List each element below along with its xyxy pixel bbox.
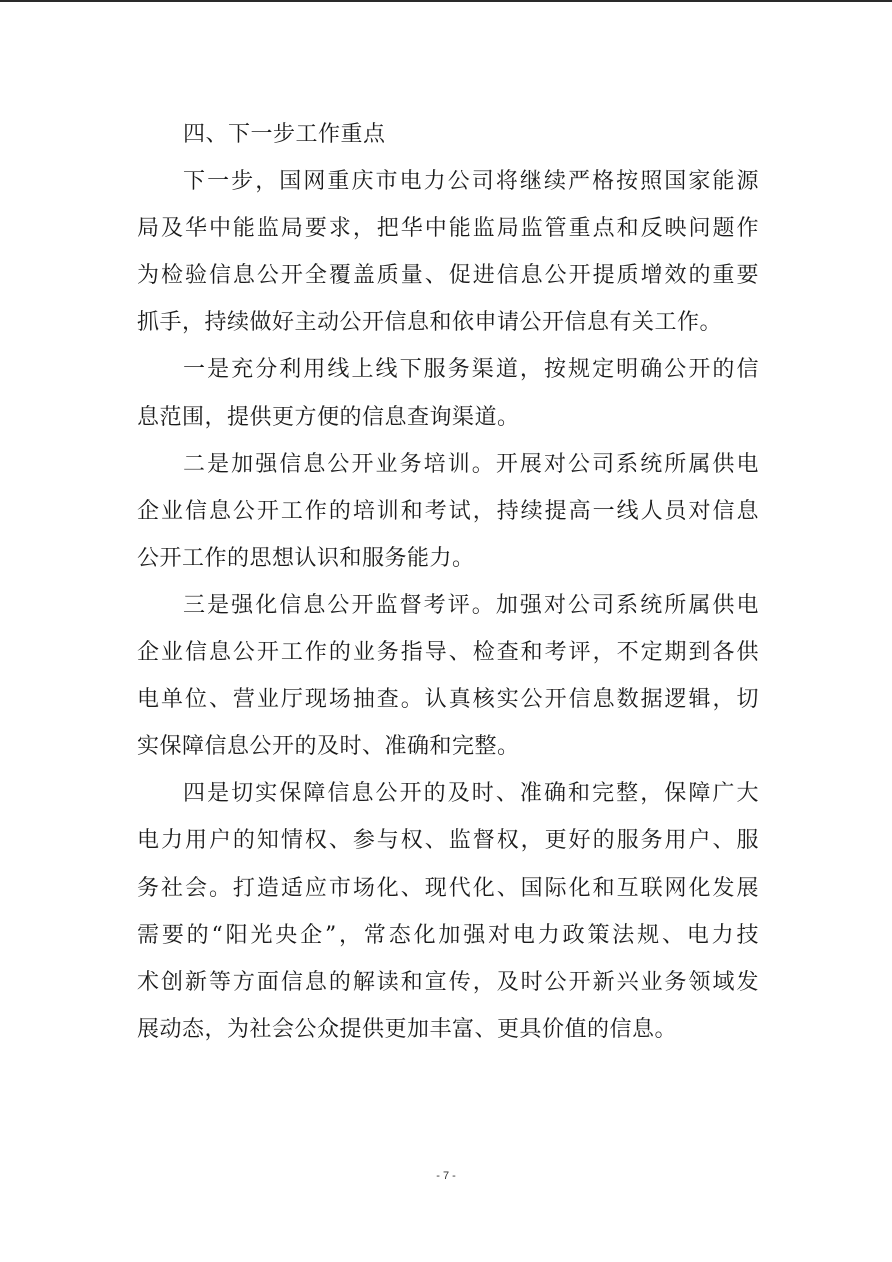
top-border-line — [0, 0, 892, 2]
text-line: 企业信息公开工作的业务指导、检查和考评，不定期到各供 — [137, 640, 759, 666]
section-heading: 四、下一步工作重点 — [183, 122, 386, 147]
text-line: 需要的“阳光央企”，常态化加强对电力政策法规、电力技 — [137, 922, 759, 948]
text-line: 一是充分利用线上线下服务渠道，按规定明确公开的信 — [183, 357, 759, 383]
page-number: - 7 - — [436, 1170, 456, 1182]
text-line: 局及华中能监局要求，把华中能监局监管重点和反映问题作 — [137, 216, 759, 242]
text-line: 下一步，国网重庆市电力公司将继续严格按照国家能源 — [183, 169, 759, 195]
text-line: 务社会。打造适应市场化、现代化、国际化和互联网化发展 — [137, 875, 759, 901]
text-line: 术创新等方面信息的解读和宣传，及时公开新兴业务领域发 — [137, 969, 759, 995]
text-line: 息范围，提供更方便的信息查询渠道。 — [137, 404, 520, 430]
text-line: 四是切实保障信息公开的及时、准确和完整，保障广大 — [183, 781, 759, 807]
text-line: 三是强化信息公开监督考评。加强对公司系统所属供电 — [183, 592, 759, 618]
text-line: 展动态，为社会公众提供更加丰富、更具价值的信息。 — [137, 1016, 678, 1042]
text-line: 电力用户的知情权、参与权、监督权，更好的服务用户、服 — [137, 828, 759, 854]
text-line: 公开工作的思想认识和服务能力。 — [137, 545, 475, 571]
text-line: 电单位、营业厅现场抽查。认真核实公开信息数据逻辑，切 — [137, 687, 759, 713]
document-body — [137, 111, 759, 1053]
text-line: 抓手，持续做好主动公开信息和依申请公开信息有关工作。 — [137, 310, 723, 336]
text-line: 二是加强信息公开业务培训。开展对公司系统所属供电 — [183, 451, 759, 477]
text-line: 为检验信息公开全覆盖质量、促进信息公开提质增效的重要 — [137, 263, 759, 289]
text-line: 实保障信息公开的及时、准确和完整。 — [137, 734, 520, 760]
text-line: 企业信息公开工作的培训和考试，持续提高一线人员对信息 — [137, 498, 759, 524]
